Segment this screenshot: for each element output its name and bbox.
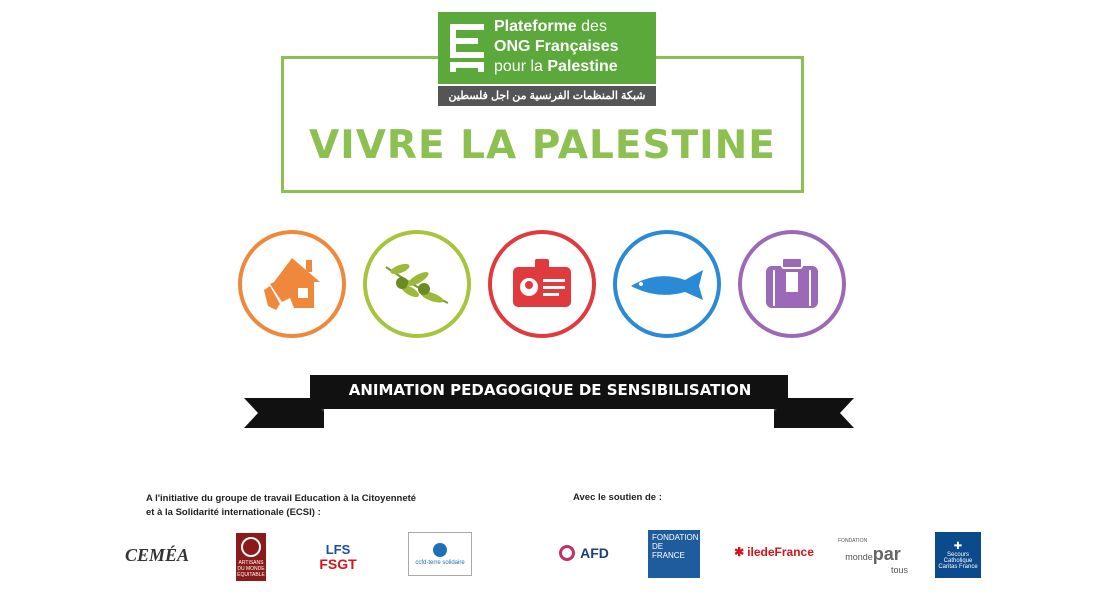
support-text: Avec le soutien de : bbox=[573, 492, 662, 503]
artisans-du-monde-logo: ARTISANS DU MONDE ÉQUITABLE bbox=[236, 533, 266, 581]
fondation-de-france-logo: FONDATION DE FRANCE bbox=[648, 530, 700, 578]
ccfd-emblem-icon bbox=[433, 543, 447, 557]
platform-logo bbox=[438, 12, 656, 84]
kufic-logo-icon bbox=[444, 18, 490, 78]
secours-catholique-logo: ✚ Secours Catholique Caritas France bbox=[935, 532, 981, 578]
ccfd-logo: ccfd-terre solidaire bbox=[408, 532, 472, 576]
cross-icon: ✚ bbox=[953, 540, 963, 552]
id-card-icon bbox=[488, 230, 596, 338]
platform-logo-text: Plateforme des ONG Françaises pour la Palestine bbox=[494, 18, 619, 75]
artisans-emblem-icon bbox=[241, 537, 261, 557]
fsgt-logo: LFS FSGT bbox=[319, 541, 357, 572]
cemea-logo: CEMÉA bbox=[124, 544, 190, 565]
monde-par-tous-logo: FONDATION monde par tous bbox=[838, 537, 908, 575]
ribbon-text: ANIMATION PEDAGOGIQUE DE SENSIBILISATION bbox=[348, 381, 752, 399]
olive-branch-icon bbox=[363, 230, 471, 338]
ile-de-france-logo: ✱ iledeFrance bbox=[734, 545, 814, 559]
initiative-text: A l'initiative du groupe de travail Education à la Citoyenneté et à la Solidarité internationale (ECSI) : bbox=[146, 493, 417, 518]
house-icon bbox=[238, 230, 346, 338]
afd-logo: AFD bbox=[553, 538, 615, 568]
page-title: VIVRE LA PALESTINE bbox=[309, 123, 776, 168]
star-icon: ✱ bbox=[734, 545, 745, 559]
fish-icon bbox=[613, 230, 721, 338]
arabic-subtitle: شبكة المنظمات الفرنسية من اجل فلسطين bbox=[438, 86, 656, 106]
suitcase-icon bbox=[738, 230, 846, 338]
afd-ring-icon bbox=[559, 545, 575, 561]
